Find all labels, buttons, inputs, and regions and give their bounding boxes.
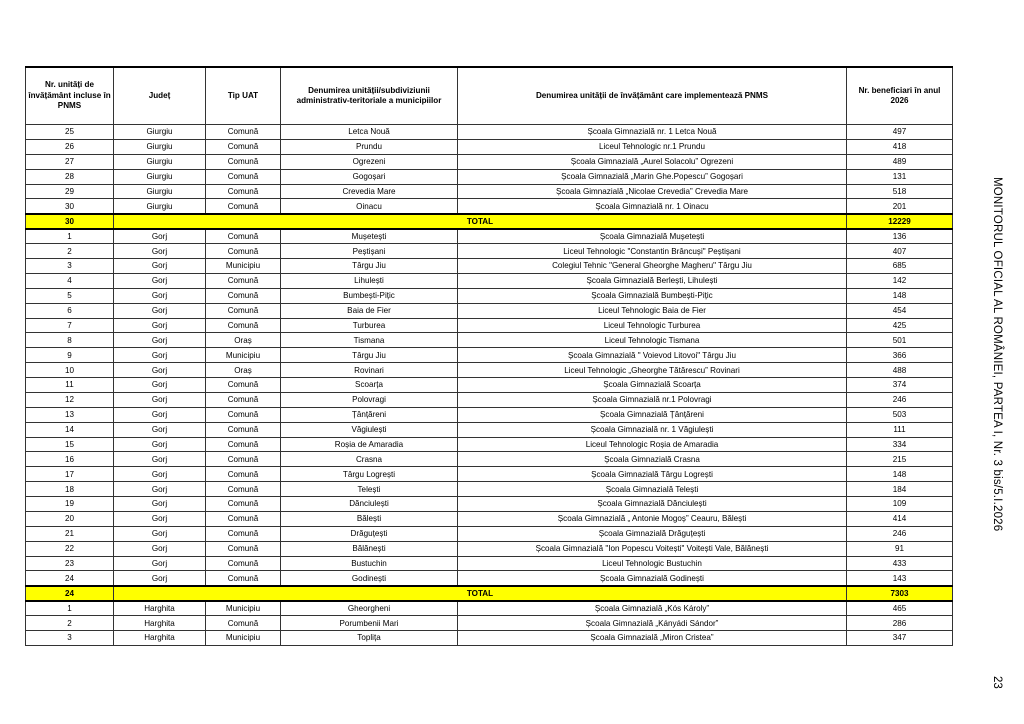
cell-uat-name: Polovragi [281,392,458,407]
cell-tip-uat: Municipiu [206,631,281,646]
table-row [26,452,953,467]
cell-uat-name: Crevedia Mare [281,184,458,199]
table-row [26,437,953,452]
cell-school-name: Colegiul Tehnic "General Gheorghe Magheru" Târgu Jiu [458,259,847,274]
cell-beneficiaries: 111 [847,422,953,437]
cell-judet: Gorj [114,378,206,393]
cell-judet: Giurgiu [114,125,206,140]
cell-school-name: Școala Gimnazială „Kányádi Sándor” [458,616,847,631]
cell-tip-uat: Comună [206,318,281,333]
cell-tip-uat: Comună [206,482,281,497]
cell-uat-name: Crasna [281,452,458,467]
cell-judet: Gorj [114,333,206,348]
cell-judet: Harghita [114,616,206,631]
cell-nr: 21 [26,526,114,541]
table-row [26,259,953,274]
cell-school-name: Școala Gimnazială Godinești [458,571,847,586]
cell-school-name: Școala Gimnazială „Kós Károly” [458,601,847,616]
cell-judet: Gorj [114,437,206,452]
cell-beneficiaries: 454 [847,303,953,318]
cell-uat-name: Peștișani [281,244,458,259]
cell-beneficiaries: 347 [847,631,953,646]
cell-nr: 1 [26,601,114,616]
cell-tip-uat: Comună [206,378,281,393]
cell-uat-name: Telești [281,482,458,497]
cell-nr: 13 [26,407,114,422]
cell-uat-name: Dănciulești [281,497,458,512]
cell-beneficiaries: 246 [847,526,953,541]
table-row [26,154,953,169]
cell-beneficiaries: 488 [847,363,953,378]
cell-tip-uat: Comună [206,244,281,259]
cell-school-name: Liceul Tehnologic Turburea [458,318,847,333]
cell-judet: Gorj [114,422,206,437]
cell-tip-uat: Comună [206,422,281,437]
cell-beneficiaries: 407 [847,244,953,259]
table-row [26,333,953,348]
header-tip-uat: Tip UAT [206,67,281,125]
cell-beneficiaries: 7303 [847,586,953,601]
cell-nr: 10 [26,363,114,378]
cell-uat-name: Baia de Fier [281,303,458,318]
cell-tip-uat: Comună [206,452,281,467]
cell-uat-name: Toplița [281,631,458,646]
cell-judet: Gorj [114,363,206,378]
table-row [26,125,953,140]
table-row [26,244,953,259]
cell-nr: 25 [26,125,114,140]
cell-school-name: Liceul Tehnologic Roșia de Amaradia [458,437,847,452]
cell-tip-uat: Municipiu [206,348,281,363]
table-row [26,139,953,154]
cell-beneficiaries: 489 [847,154,953,169]
cell-judet: Gorj [114,229,206,244]
cell-nr: 4 [26,273,114,288]
table-row [26,348,953,363]
table-row [26,556,953,571]
cell-uat-name: Văgiulești [281,422,458,437]
cell-judet: Gorj [114,348,206,363]
table-row [26,288,953,303]
cell-tip-uat: Comună [206,407,281,422]
cell-nr: 1 [26,229,114,244]
cell-uat-name: Gheorgheni [281,601,458,616]
cell-school-name: Școala Gimnazială Drăguțești [458,526,847,541]
cell-tip-uat: Comună [206,392,281,407]
table-header-row [26,67,953,125]
cell-tip-uat: Comună [206,526,281,541]
cell-school-name: Școala Gimnazială Târgu Logrești [458,467,847,482]
header-beneficiaries: Nr. beneficiari în anul 2026 [847,67,953,125]
cell-tip-uat: Comună [206,497,281,512]
cell-nr: 3 [26,259,114,274]
cell-uat-name: Târgu Jiu [281,348,458,363]
table-row [26,497,953,512]
cell-uat-name: Prundu [281,139,458,154]
cell-school-name: Școala Gimnazială nr. 1 Letca Nouă [458,125,847,140]
cell-judet: Giurgiu [114,154,206,169]
cell-beneficiaries: 425 [847,318,953,333]
cell-uat-name: Turburea [281,318,458,333]
cell-uat-name: Gogoșari [281,169,458,184]
cell-judet: Giurgiu [114,184,206,199]
cell-nr: 2 [26,244,114,259]
table-row [26,422,953,437]
table-row [26,303,953,318]
cell-judet: Harghita [114,631,206,646]
cell-beneficiaries: 131 [847,169,953,184]
cell-judet: Gorj [114,392,206,407]
cell-tip-uat: Comună [206,184,281,199]
cell-beneficiaries: 334 [847,437,953,452]
cell-tip-uat: Oraș [206,363,281,378]
cell-school-name: Școala Gimnazială Mușetești [458,229,847,244]
cell-nr: 20 [26,511,114,526]
table-row [26,378,953,393]
cell-judet: Gorj [114,497,206,512]
cell-nr: 19 [26,497,114,512]
cell-school-name: Liceul Tehnologic "Constantin Brâncuși" Peștișani [458,244,847,259]
table-row [26,601,953,616]
cell-school-name: Școala Gimnazială nr.1 Polovragi [458,392,847,407]
cell-judet: Gorj [114,556,206,571]
cell-uat-name: Bumbești-Pițic [281,288,458,303]
cell-judet: Gorj [114,541,206,556]
table-row [26,273,953,288]
cell-uat-name: Târgu Jiu [281,259,458,274]
cell-beneficiaries: 414 [847,511,953,526]
cell-beneficiaries: 286 [847,616,953,631]
cell-school-name: Școala Gimnazială „Nicolae Crevedia” Crevedia Mare [458,184,847,199]
cell-tip-uat: Comună [206,437,281,452]
cell-beneficiaries: 433 [847,556,953,571]
cell-nr: 2 [26,616,114,631]
page-number: 23 [991,676,1003,689]
cell-nr: 7 [26,318,114,333]
table-row [26,511,953,526]
cell-school-name: Școala Gimnazială nr. 1 Oinacu [458,199,847,214]
cell-beneficiaries: 143 [847,571,953,586]
cell-uat-name: Roșia de Amaradia [281,437,458,452]
total-row [26,586,953,601]
cell-tip-uat: Municipiu [206,601,281,616]
table-row [26,616,953,631]
cell-uat-name: Godinești [281,571,458,586]
cell-beneficiaries: 501 [847,333,953,348]
schools-table [25,66,953,646]
cell-tip-uat: Comună [206,154,281,169]
cell-school-name: Școala Gimnazială " Voievod Litovoi" Târgu Jiu [458,348,847,363]
cell-school-name: Școala Gimnazială Berlești, Lihulești [458,273,847,288]
cell-judet: Gorj [114,259,206,274]
cell-nr: 23 [26,556,114,571]
cell-school-name: Liceul Tehnologic nr.1 Prundu [458,139,847,154]
table-row [26,571,953,586]
cell-uat-name: Târgu Logrești [281,467,458,482]
cell-school-name: Liceul Tehnologic Baia de Fier [458,303,847,318]
cell-nr: 28 [26,169,114,184]
cell-tip-uat: Comună [206,199,281,214]
cell-tip-uat: Comună [206,556,281,571]
cell-uat-name: Mușetești [281,229,458,244]
cell-nr: 30 [26,199,114,214]
cell-school-name: Școala Gimnazială Telești [458,482,847,497]
table-row [26,392,953,407]
cell-school-name: Școala Gimnazială Dănciulești [458,497,847,512]
cell-beneficiaries: 12229 [847,214,953,229]
cell-tip-uat: Comună [206,288,281,303]
cell-school-name: Școala Gimnazială „Aurel Solacolu” Ogrezeni [458,154,847,169]
cell-tip-uat: Comună [206,125,281,140]
cell-beneficiaries: 518 [847,184,953,199]
cell-judet: Gorj [114,273,206,288]
table-row [26,467,953,482]
header-school-name: Denumirea unității de învățământ care implementează PNMS [458,67,847,125]
cell-uat-name: Oinacu [281,199,458,214]
header-nr: Nr. unități de învățământ incluse în PNMS [26,67,114,125]
cell-nr: 14 [26,422,114,437]
cell-judet: Gorj [114,288,206,303]
cell-judet: Gorj [114,407,206,422]
cell-uat-name: Letca Nouă [281,125,458,140]
cell-judet: Gorj [114,511,206,526]
table-row [26,199,953,214]
cell-school-name: Școala Gimnazială Crasna [458,452,847,467]
cell-school-name: Școala Gimnazială „ Antonie Mogoș” Ceauru, Bălești [458,511,847,526]
cell-uat-name: Porumbenii Mari [281,616,458,631]
cell-nr: 3 [26,631,114,646]
cell-nr: 18 [26,482,114,497]
cell-judet: Gorj [114,467,206,482]
cell-nr: 29 [26,184,114,199]
header-judet: Județ [114,67,206,125]
cell-uat-name: Bustuchin [281,556,458,571]
cell-uat-name: Bălești [281,511,458,526]
cell-uat-name: Țânțăreni [281,407,458,422]
cell-beneficiaries: 201 [847,199,953,214]
cell-school-name: Școala Gimnazială nr. 1 Văgiulești [458,422,847,437]
cell-total-label: TOTAL [114,586,847,601]
cell-beneficiaries: 215 [847,452,953,467]
total-row [26,214,953,229]
cell-beneficiaries: 136 [847,229,953,244]
cell-beneficiaries: 366 [847,348,953,363]
table-row [26,184,953,199]
cell-tip-uat: Comună [206,229,281,244]
cell-beneficiaries: 109 [847,497,953,512]
cell-beneficiaries: 246 [847,392,953,407]
cell-nr: 22 [26,541,114,556]
header-uat-name: Denumirea unității/subdiviziunii administrativ-teritoriale a municipiilor [281,67,458,125]
cell-uat-name: Drăguțești [281,526,458,541]
cell-tip-uat: Comună [206,616,281,631]
cell-uat-name: Lihulești [281,273,458,288]
cell-beneficiaries: 142 [847,273,953,288]
cell-judet: Harghita [114,601,206,616]
table-row [26,631,953,646]
cell-tip-uat: Comună [206,467,281,482]
cell-school-name: Liceul Tehnologic Bustuchin [458,556,847,571]
cell-tip-uat: Comună [206,139,281,154]
cell-beneficiaries: 685 [847,259,953,274]
cell-uat-name: Tismana [281,333,458,348]
publication-header: MONITORUL OFICIAL AL ROMÂNIEI, PARTEA I, Nr. 3 bis/5.I.2026 [991,177,1003,532]
cell-judet: Gorj [114,571,206,586]
cell-beneficiaries: 148 [847,467,953,482]
table-row [26,407,953,422]
cell-judet: Gorj [114,526,206,541]
cell-tip-uat: Municipiu [206,259,281,274]
cell-school-name: Școala Gimnazială Bumbești-Pițic [458,288,847,303]
cell-judet: Gorj [114,482,206,497]
cell-nr: 11 [26,378,114,393]
cell-beneficiaries: 418 [847,139,953,154]
cell-tip-uat: Comună [206,571,281,586]
cell-tip-uat: Comună [206,541,281,556]
cell-school-name: Școala Gimnazială „Marin Ghe.Popescu” Gogoșari [458,169,847,184]
cell-beneficiaries: 91 [847,541,953,556]
cell-judet: Gorj [114,303,206,318]
cell-nr: 15 [26,437,114,452]
table-row [26,482,953,497]
cell-nr: 27 [26,154,114,169]
cell-nr: 30 [26,214,114,229]
cell-school-name: Liceul Tehnologic Tismana [458,333,847,348]
cell-judet: Gorj [114,318,206,333]
cell-beneficiaries: 465 [847,601,953,616]
cell-school-name: Școala Gimnazială Scoarța [458,378,847,393]
cell-tip-uat: Comună [206,273,281,288]
table-row [26,541,953,556]
cell-nr: 12 [26,392,114,407]
cell-school-name: Școala Gimnazială „Miron Cristea” [458,631,847,646]
cell-judet: Giurgiu [114,139,206,154]
cell-tip-uat: Comună [206,303,281,318]
cell-nr: 24 [26,586,114,601]
cell-school-name: Liceul Tehnologic „Gheorghe Tătărescu” Rovinari [458,363,847,378]
cell-tip-uat: Comună [206,511,281,526]
cell-nr: 5 [26,288,114,303]
table-row [26,526,953,541]
cell-uat-name: Rovinari [281,363,458,378]
cell-school-name: Școala Gimnazială "Ion Popescu Voitești" Voitești Vale, Bălănești [458,541,847,556]
cell-nr: 6 [26,303,114,318]
cell-beneficiaries: 148 [847,288,953,303]
cell-uat-name: Ogrezeni [281,154,458,169]
table-row [26,169,953,184]
table-row [26,363,953,378]
cell-nr: 16 [26,452,114,467]
table-row [26,318,953,333]
table-body [26,125,953,646]
cell-school-name: Școala Gimnazială Țânțăreni [458,407,847,422]
table-row [26,229,953,244]
cell-uat-name: Bălănești [281,541,458,556]
cell-total-label: TOTAL [114,214,847,229]
cell-nr: 9 [26,348,114,363]
cell-nr: 17 [26,467,114,482]
cell-beneficiaries: 374 [847,378,953,393]
cell-beneficiaries: 503 [847,407,953,422]
cell-nr: 24 [26,571,114,586]
cell-nr: 8 [26,333,114,348]
cell-tip-uat: Oraș [206,333,281,348]
cell-judet: Giurgiu [114,199,206,214]
cell-uat-name: Scoarța [281,378,458,393]
cell-tip-uat: Comună [206,169,281,184]
cell-beneficiaries: 497 [847,125,953,140]
cell-beneficiaries: 184 [847,482,953,497]
cell-nr: 26 [26,139,114,154]
cell-judet: Gorj [114,452,206,467]
cell-judet: Giurgiu [114,169,206,184]
cell-judet: Gorj [114,244,206,259]
